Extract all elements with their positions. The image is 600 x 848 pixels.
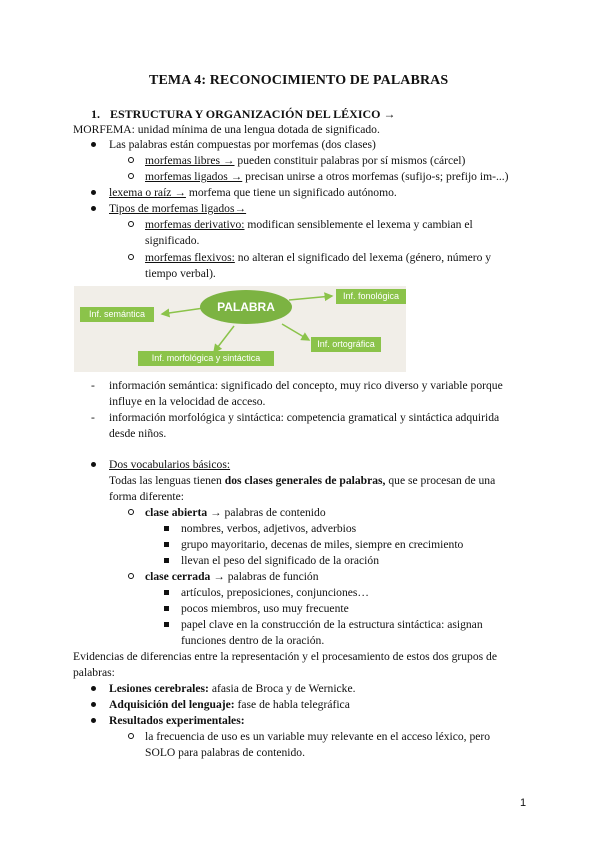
list-item: grupo mayoritario, decenas de miles, siempre en crecimiento bbox=[181, 538, 464, 551]
bullet-dot bbox=[91, 462, 96, 467]
intro-text: Todas las lenguas tienen bbox=[109, 474, 225, 487]
bullet-square bbox=[164, 526, 169, 531]
bullet-circle bbox=[128, 254, 134, 260]
bullet-square bbox=[164, 542, 169, 547]
bullet-dot bbox=[91, 190, 96, 195]
list-item-continuation: significado. bbox=[145, 234, 200, 247]
palabra-diagram bbox=[74, 286, 406, 372]
term-underlined: morfemas ligados → bbox=[145, 170, 243, 183]
arrow-to-ortografica bbox=[282, 324, 309, 340]
term-underlined: morfemas flexivos: bbox=[145, 251, 235, 264]
bullet-circle bbox=[128, 733, 134, 739]
intro-text: que se procesan de una bbox=[385, 474, 496, 487]
evidence-item bbox=[109, 697, 350, 713]
list-item: papel clave en la construcción de la estructura sintáctica: asignan bbox=[181, 618, 483, 631]
page-title: TEMA 4: RECONOCIMIENTO DE PALABRAS bbox=[149, 73, 449, 88]
list-item: Las palabras están compuestas por morfemas (dos clases) bbox=[109, 138, 376, 151]
term-underlined: lexema o raíz → bbox=[109, 186, 186, 199]
list-item bbox=[145, 153, 465, 169]
node-morfologica: Inf. morfológica y sintáctica bbox=[138, 351, 274, 366]
vocab-heading: Dos vocabularios básicos: bbox=[109, 458, 231, 471]
term-underlined: morfemas derivativo: bbox=[145, 218, 245, 231]
term-underlined: morfemas libres → bbox=[145, 154, 235, 167]
section-heading: ESTRUCTURA Y ORGANIZACIÓN DEL LÉXICO → bbox=[110, 107, 396, 121]
bullet-dot bbox=[91, 702, 96, 707]
evidence-label: Adquisición del lenguaje: bbox=[109, 698, 235, 711]
bullet-square bbox=[164, 606, 169, 611]
evidence-intro: Evidencias de diferencias entre la representación y el procesamiento de estos dos grupos de bbox=[73, 650, 497, 663]
list-item-continuation: funciones dentro de la oración. bbox=[181, 634, 325, 647]
term-description: morfema que tiene un significado autónomo. bbox=[185, 186, 397, 199]
evidence-label: Lesiones cerebrales: bbox=[109, 682, 209, 695]
bullet-circle bbox=[128, 509, 134, 515]
clase-abierta-label: clase abierta bbox=[145, 506, 208, 519]
list-item: pocos miembros, uso muy frecuente bbox=[181, 602, 349, 615]
term-description: no alteran el significado del lexema (género, número y bbox=[234, 251, 492, 264]
list-item: Tipos de morfemas ligados→ bbox=[109, 202, 247, 215]
list-item-continuation: SOLO para palabras de contenido. bbox=[145, 746, 306, 759]
evidence-desc: afasia de Broca y de Wernicke. bbox=[208, 682, 356, 695]
term-description: pueden constituir palabras por sí mismos (cárcel) bbox=[234, 154, 466, 167]
dash-item-continuation: influye en la velocidad de acceso. bbox=[109, 395, 266, 408]
node-fonologica: Inf. fonológica bbox=[336, 289, 406, 304]
term-description: precisan unirse a otros morfemas (sufijo-s; prefijo im-...) bbox=[242, 170, 509, 183]
list-item bbox=[145, 217, 473, 233]
bullet-square bbox=[164, 558, 169, 563]
bullet-circle bbox=[128, 157, 134, 163]
clase-cerrada bbox=[145, 569, 319, 585]
clase-abierta bbox=[145, 505, 326, 521]
bullet-dot bbox=[91, 142, 96, 147]
bullet-dot bbox=[91, 718, 96, 723]
dash-item-continuation: desde niños. bbox=[109, 427, 167, 440]
vocab-intro-continuation: forma diferente: bbox=[109, 490, 184, 503]
intro-bold: dos clases generales de palabras, bbox=[224, 474, 386, 487]
list-item: nombres, verbos, adjetivos, adverbios bbox=[181, 522, 357, 535]
palabra-label: PALABRA bbox=[217, 300, 275, 314]
bullet-dot bbox=[91, 206, 96, 211]
page-number: 1 bbox=[520, 797, 527, 809]
list-item: la frecuencia de uso es un variable muy relevante en el acceso léxico, pero bbox=[145, 730, 491, 743]
bullet-square bbox=[164, 590, 169, 595]
node-ortografica: Inf. ortográfica bbox=[311, 337, 381, 352]
section-number: 1. bbox=[91, 107, 100, 121]
clase-cerrada-label: clase cerrada bbox=[145, 570, 211, 583]
evidence-intro-continuation: palabras: bbox=[73, 666, 115, 679]
bullet-circle bbox=[128, 221, 134, 227]
list-item bbox=[145, 250, 491, 266]
evidence-item bbox=[109, 681, 356, 697]
list-item: artículos, preposiciones, conjunciones… bbox=[181, 586, 370, 599]
node-semantica: Inf. semántica bbox=[80, 307, 154, 322]
list-item bbox=[145, 169, 509, 185]
bullet-circle bbox=[128, 173, 134, 179]
dash-item: información semántica: significado del concepto, muy rico diverso y variable porque bbox=[109, 379, 503, 392]
dash-marker: - bbox=[91, 379, 95, 392]
arrow-to-morfologica bbox=[214, 326, 234, 352]
morfema-definition: MORFEMA: unidad mínima de una lengua dotada de significado. bbox=[73, 123, 380, 136]
list-item: llevan el peso del significado de la oración bbox=[181, 554, 379, 567]
arrow-to-fonologica bbox=[289, 296, 332, 300]
bullet-square bbox=[164, 622, 169, 627]
dash-item: información morfológica y sintáctica: competencia gramatical y sintáctica adquirida bbox=[109, 411, 500, 424]
palabra-ellipse bbox=[200, 290, 292, 324]
clase-cerrada-desc: → palabras de función bbox=[210, 570, 319, 583]
clase-abierta-desc: → palabras de contenido bbox=[207, 506, 326, 519]
bullet-circle bbox=[128, 573, 134, 579]
list-item-continuation: tiempo verbal). bbox=[145, 267, 216, 280]
bullet-dot bbox=[91, 686, 96, 691]
evidence-item: Resultados experimentales: bbox=[109, 714, 245, 727]
vocab-intro bbox=[109, 473, 495, 489]
list-item bbox=[109, 185, 397, 201]
evidence-desc: fase de habla telegráfica bbox=[234, 698, 350, 711]
arrow-to-semantica bbox=[162, 308, 204, 314]
dash-marker: - bbox=[91, 411, 95, 424]
term-description: modifican sensiblemente el lexema y cambian el bbox=[244, 218, 473, 231]
